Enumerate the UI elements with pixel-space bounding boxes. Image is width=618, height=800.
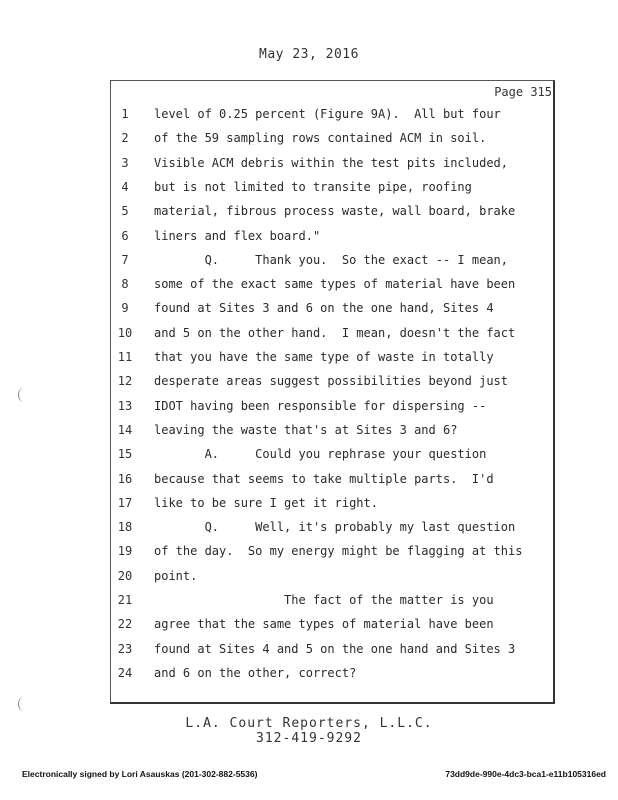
line-number: 3 xyxy=(121,155,129,170)
line-number: 24 xyxy=(117,665,133,680)
line-number: 22 xyxy=(117,617,133,632)
line-text: Q. Thank you. So the exact -- I mean, xyxy=(154,252,509,267)
line-text: liners and flex board." xyxy=(154,228,321,243)
line-text: Q. Well, it's probably my last question xyxy=(154,520,516,535)
transcript-line xyxy=(110,588,555,612)
transcript-line xyxy=(110,175,555,199)
line-number: 9 xyxy=(121,301,129,316)
line-text: that you have the same type of waste in totally xyxy=(154,350,494,364)
transcript-line xyxy=(110,515,555,539)
line-text: level of 0.25 percent (Figure 9A). All but four xyxy=(154,107,501,121)
line-number: 5 xyxy=(121,204,129,219)
line-text: The fact of the matter is you xyxy=(154,593,494,607)
transcript-line xyxy=(110,126,555,150)
line-text: and 6 on the other, correct? xyxy=(154,665,357,680)
line-number: 18 xyxy=(117,520,133,535)
line-text: of the day. So my energy might be flagging at this xyxy=(154,544,523,559)
document-hash: 73dd9de-990e-4dc3-bca1-e11b105316ed xyxy=(445,769,606,779)
transcript-line xyxy=(110,296,555,320)
line-text: found at Sites 4 and 5 on the one hand and Sites 3 xyxy=(154,641,516,656)
line-number: 6 xyxy=(121,228,129,243)
transcript-line xyxy=(110,102,555,126)
line-text: like to be sure I get it right. xyxy=(154,495,378,510)
line-number: 19 xyxy=(117,544,133,559)
line-number: 16 xyxy=(117,471,133,486)
transcript-line xyxy=(110,272,555,296)
transcript-line xyxy=(110,661,555,685)
line-text: some of the exact same types of material have been xyxy=(154,277,516,292)
line-text: desperate areas suggest possibilities beyond just xyxy=(154,374,509,389)
line-number: 20 xyxy=(117,568,133,583)
line-number: 13 xyxy=(117,398,133,413)
line-number: 1 xyxy=(121,107,129,121)
line-number: 7 xyxy=(121,252,129,267)
punch-hole-mark xyxy=(18,388,29,402)
transcript-line xyxy=(110,491,555,515)
transcript-line xyxy=(110,151,555,175)
electronic-signature: Electronically signed by Lori Asauskas (201-302-882-5536) xyxy=(22,769,258,779)
line-text: of the 59 sampling rows contained ACM in soil. xyxy=(154,131,487,146)
transcript-line xyxy=(110,369,555,393)
line-text: and 5 on the other hand. I mean, doesn't the fact xyxy=(154,325,516,340)
transcript-line xyxy=(110,224,555,248)
line-number: 12 xyxy=(117,374,133,389)
line-number: 15 xyxy=(117,447,133,462)
line-number: 11 xyxy=(117,350,133,364)
transcript-line xyxy=(110,345,555,369)
line-text: found at Sites 3 and 6 on the one hand, Sites 4 xyxy=(154,301,494,316)
transcript-line xyxy=(110,248,555,272)
transcript-line xyxy=(110,539,555,563)
line-text: point. xyxy=(154,568,198,583)
line-number: 14 xyxy=(117,422,133,437)
line-text: agree that the same types of material have been xyxy=(154,617,494,632)
page-number: Page 315 xyxy=(494,85,552,99)
line-text: IDOT having been responsible for dispersing -- xyxy=(154,398,487,413)
transcript-date: May 23, 2016 xyxy=(259,47,359,62)
line-number: 21 xyxy=(117,593,133,607)
line-number: 17 xyxy=(117,495,133,510)
transcript-line xyxy=(110,418,555,442)
court-reporter-phone: 312-419-9292 xyxy=(256,731,362,746)
line-number: 2 xyxy=(121,131,129,146)
line-text: leaving the waste that's at Sites 3 and 6? xyxy=(154,422,458,437)
transcript-line xyxy=(110,612,555,636)
court-reporter-name: L.A. Court Reporters, L.L.C. xyxy=(185,716,433,731)
line-text: material, fibrous process waste, wall board, brake xyxy=(154,204,516,219)
transcript-line xyxy=(110,637,555,661)
line-number: 4 xyxy=(121,179,129,194)
line-text: Visible ACM debris within the test pits included, xyxy=(154,155,509,170)
transcript-line xyxy=(110,442,555,466)
line-text: but is not limited to transite pipe, roofing xyxy=(154,179,472,194)
line-number: 10 xyxy=(117,325,133,340)
line-text: because that seems to take multiple parts. I'd xyxy=(154,471,494,486)
line-number: 23 xyxy=(117,641,133,656)
transcript-line xyxy=(110,199,555,223)
punch-hole-mark xyxy=(18,697,29,711)
transcript-line xyxy=(110,564,555,588)
transcript-line xyxy=(110,321,555,345)
transcript-line xyxy=(110,394,555,418)
transcript-line xyxy=(110,467,555,491)
line-number: 8 xyxy=(121,277,129,292)
line-text: A. Could you rephrase your question xyxy=(154,447,487,462)
